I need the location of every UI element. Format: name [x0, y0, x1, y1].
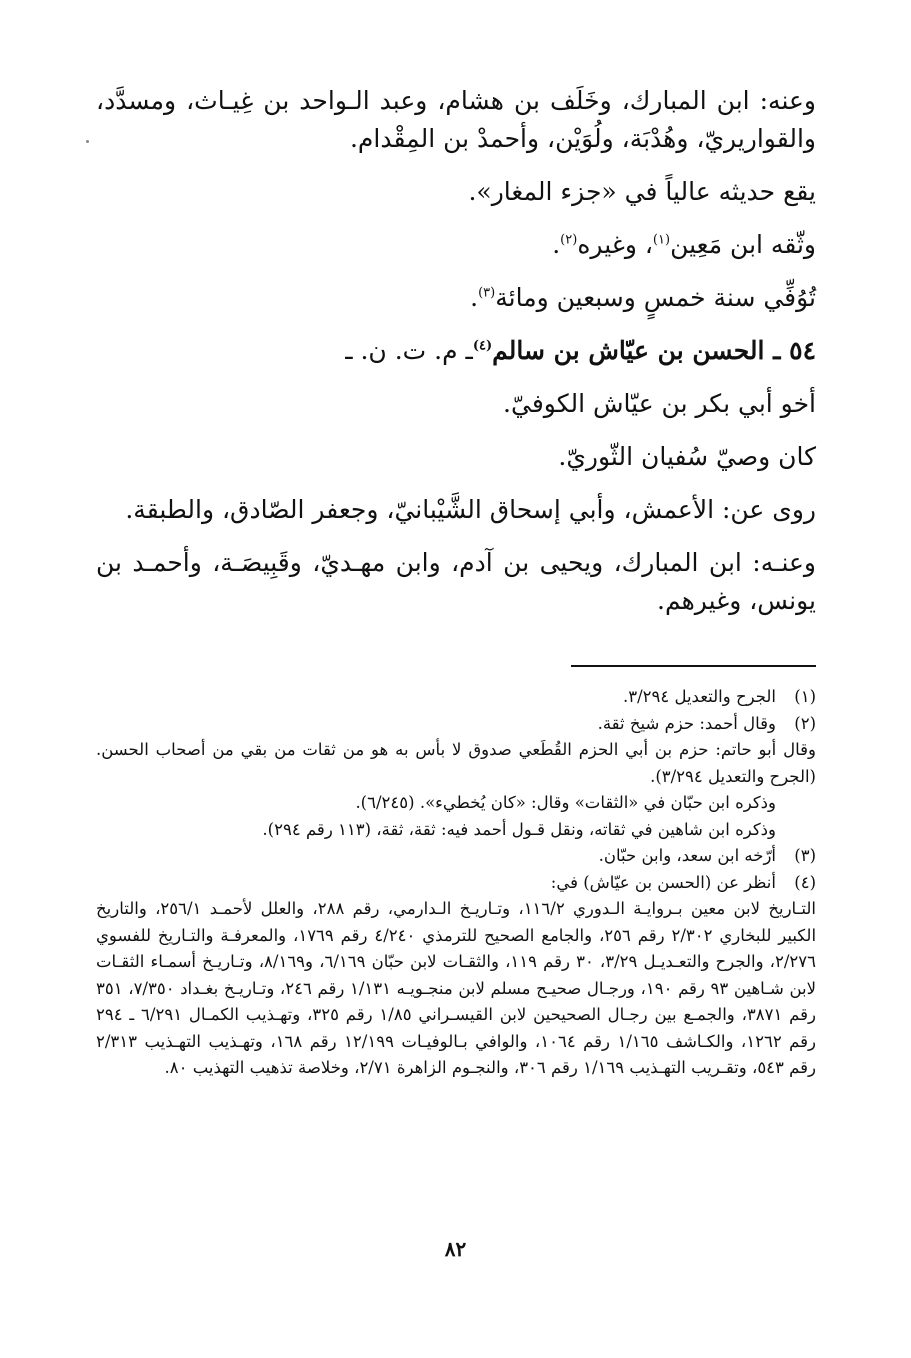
footnote-ref: (٤) — [472, 338, 493, 354]
scan-dot — [86, 140, 89, 143]
footnote-text: التـاريخ لابن معين بـروايـة الـدوري ١١٦/٢، وتـاريـخ الـدارمي، رقم ٢٨٨، والعلل لأحمـد ٢٥٦/١، والتاريخ الكبير للبخاري ٢/٣٠٢ رقم ٢٥٦، والجامع الصحيح للترمذي ٤/٢٤٠ رقم ١٧٦٩، والمعرفـة والتـاريخ للفسوي ٢/٢٧٦، والجرح والتعـديـل ٣/٢٩، ٣٠ رقم ١١٩، والثقـات لابن حبّان ٦/١٦٩، و٨/١٦٩، وتـاريـخ أسمـاء الثقـات لابن شـاهين ٩٣ رقم ١٩٠، ورجـال صحيـح مسلم لابن منجـويـه ١/١٣١ رقم ٢٤٦، وتـاريـخ بغـداد ٧/٣٥٠، ٣٥١ رقم ٣٨٧١، والجمـع بين رجـال الصحيحين لابن القيسـراني ١/٨٥ رقم ٣٢٥، وتهـذيب الكمـال ٦/٢٩١ ـ ٢٩٤ رقم ١٢٦٢، والكـاشف ١/١٦٥ رقم ١٠٦٤، والوافي بـالوفيـات ١٢/١٩٩ رقم ١٦٨، وتهـذيب التهـذيب ٢/٣١٣ رقم ٥٤٣، وتقـريب التهـذيب ١/١٦٩ رقم ٣٠٦، والنجـوم الزاهرة ٢/٧١، وخلاصة تذهيب التهذيب ٨٠. — [96, 899, 817, 1077]
paragraph-rawa-an — [96, 491, 816, 529]
paragraph-hadith-note — [96, 173, 816, 211]
paragraph-narrators — [96, 82, 816, 158]
footnote-text: وذكره ابن حبّان في «الثقات» وقال: «كان يُخطيء». (٦/٢٤٥). — [355, 793, 776, 812]
footnote-ref: (١) — [652, 232, 671, 248]
paragraph-death — [96, 279, 816, 317]
paragraph-text: وعنـه: ابن المبارك، ويحيى بن آدم، وابن مهـديّ، وقَبِيصَـة، وأحمـد بن يونس، وغيرهم. — [96, 548, 816, 615]
paragraph-text: وثّقه ابن مَعِين — [670, 230, 816, 259]
paragraph-text: تُوُفِّي سنة خمسٍ وسبعين ومائة — [495, 283, 816, 312]
entry-title: ٥٤ ـ الحسن بن عيّاش بن سالم — [492, 336, 816, 365]
footnote-2 — [96, 711, 816, 844]
footnote-number: (١) — [794, 687, 816, 706]
footnote-ref: (٣) — [478, 285, 496, 301]
footnote-ref: (٢) — [560, 232, 578, 248]
footnotes — [96, 684, 816, 1082]
footnote-text: أنظر عن (الحسن بن عيّاش) في: — [550, 872, 776, 892]
footnote-text: وقال أحمد: حزم شيخ ثقة. — [597, 713, 776, 733]
footnote-number: (٤) — [794, 872, 816, 892]
footnote-1 — [96, 684, 816, 711]
footnote-text: أرّخه ابن سعد، وابن حبّان. — [598, 846, 776, 865]
paragraph-text: ، وغيره — [577, 230, 653, 259]
entry-symbols: ـ م. ت. ن. ـ — [345, 336, 473, 365]
footnote-text: الجرح والتعديل ٣/٢٩٤. — [622, 687, 776, 706]
paragraph-text: كان وصيّ سُفيان الثّوريّ. — [558, 442, 816, 471]
footnote-number: (٣) — [794, 846, 816, 865]
paragraph-text: . — [552, 230, 561, 259]
footnote-text: وقال أبو حاتم: حزم بن أبي الحزم القُطَعي صدوق لا بأس به هو من ثقات من بقي من أصحاب الحسن. (الجرح والتعديل ٣/٢٩٤). — [96, 740, 816, 786]
page-number: ٨٢ — [444, 1237, 467, 1261]
footnote-3 — [96, 843, 816, 870]
paragraph-text: روى عن: الأعمش، وأبي إسحاق الشَّيْبانيّ، وجعفر الصّادق، والطبقة. — [125, 495, 816, 524]
paragraph-text: أخو أبي بكر بن عيّاش الكوفيّ. — [503, 389, 816, 418]
paragraph-wasi — [96, 438, 816, 476]
footnote-divider — [571, 665, 816, 667]
main-text — [96, 82, 816, 635]
footnote-text: وذكره ابن شاهين في ثقاته، ونقل قـول أحمد فيه: ثقة، ثقة، (١١٣ رقم ٢٩٤). — [262, 819, 776, 839]
footnote-4 — [96, 870, 816, 1082]
paragraph-text: يقع حديثه عالياً في «جزء المغار». — [468, 177, 816, 206]
paragraph-text: . — [470, 283, 479, 312]
paragraph-wa-anhu — [96, 544, 816, 620]
footnote-number: (٢) — [794, 713, 816, 733]
paragraph-brother — [96, 385, 816, 423]
paragraph-tawthiq — [96, 226, 816, 264]
paragraph-text: وعنه: ابن المبارك، وخَلَف بن هشام، وعبد الـواحد بن غِيـاث، ومسدَّد، والقواريريّ، وهُدْبَة، ولُوَيْن، وأحمدْ بن المِقْدام. — [96, 86, 816, 153]
entry-heading — [96, 332, 816, 370]
